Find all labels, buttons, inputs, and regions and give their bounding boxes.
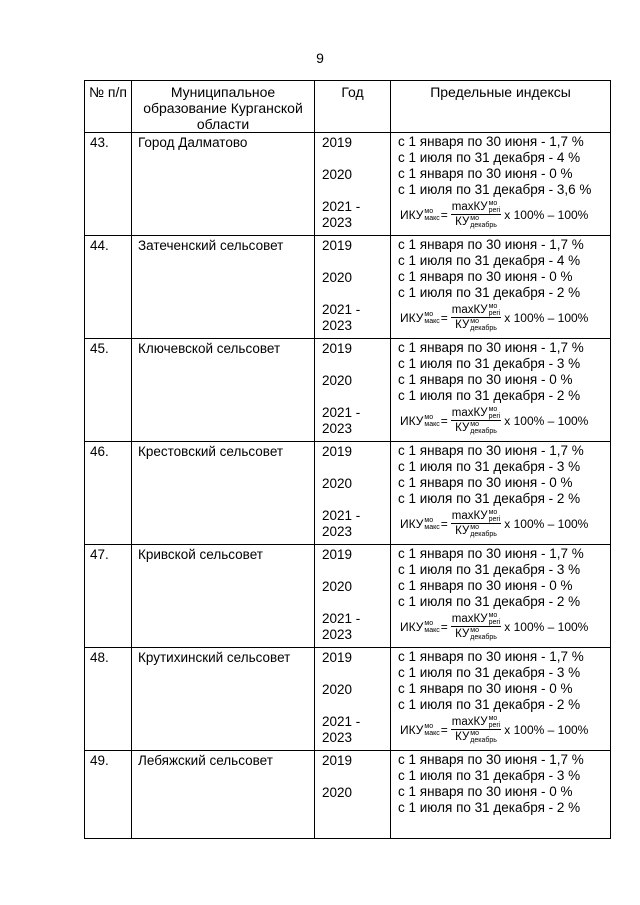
formula-den-sub: декабрь	[470, 737, 497, 744]
formula-den-sub: декабрь	[470, 222, 497, 229]
formula-lhs-sup: мо	[424, 310, 434, 318]
year-range-end: 2023	[322, 627, 353, 642]
formula-fraction	[451, 200, 502, 229]
index-line: с 1 июля по 31 декабря - 2 %	[398, 594, 581, 609]
formula-num-sup: мо	[488, 405, 498, 413]
formula-lhs-sub: макс	[424, 214, 440, 222]
formula-num-sub: peri	[488, 309, 501, 317]
index-line: с 1 июля по 31 декабря - 3 %	[398, 665, 581, 680]
year-cell	[315, 545, 391, 648]
index-line: с 1 января по 30 июня - 1,7 %	[398, 134, 584, 149]
index-formula: ИКУ мо макс = maxКУ мо peri КУ мо декабрь x 100% – 100%	[400, 405, 589, 435]
formula-lhs-sub: макс	[424, 317, 440, 325]
index-line: с 1 июля по 31 декабря - 2 %	[398, 491, 581, 506]
row-number: 46.	[85, 442, 132, 545]
year-2019: 2019	[322, 238, 353, 253]
municipality-name: Лебяжский сельсовет	[132, 751, 315, 839]
table-row	[85, 133, 611, 236]
index-line: с 1 июля по 31 декабря - 2 %	[398, 388, 581, 403]
formula-fraction	[451, 406, 502, 435]
header-num: № п/п	[85, 81, 132, 133]
formula-fraction	[451, 715, 502, 744]
row-number: 49.	[85, 751, 132, 839]
index-line: с 1 января по 30 июня - 0 %	[398, 269, 573, 284]
table-row	[85, 545, 611, 648]
index-line: с 1 января по 30 июня - 0 %	[398, 681, 573, 696]
formula-den-sup: мо	[470, 730, 479, 737]
indices-cell	[391, 648, 611, 751]
year-2020: 2020	[322, 373, 353, 388]
formula-num-sup: мо	[488, 714, 498, 722]
index-line: с 1 января по 30 июня - 0 %	[398, 784, 573, 799]
index-line: с 1 января по 30 июня - 0 %	[398, 166, 573, 181]
formula-lhs-sup: мо	[424, 619, 434, 627]
municipality-name: Крутихинский сельсовет	[132, 648, 315, 751]
year-range-end: 2023	[322, 524, 353, 539]
formula-lhs-sub: макс	[424, 523, 440, 531]
table-row	[85, 236, 611, 339]
formula-lhs: ИКУ	[400, 619, 424, 634]
index-line: с 1 июля по 31 декабря - 2 %	[398, 697, 581, 712]
header-municipality: Муниципальное образование Курганской области	[132, 81, 315, 133]
year-range-start: 2021 -	[322, 405, 361, 420]
year-range-start: 2021 -	[322, 611, 361, 626]
index-line: с 1 января по 30 июня - 0 %	[398, 475, 573, 490]
year-cell	[315, 442, 391, 545]
formula-fraction	[451, 303, 502, 332]
row-number: 44.	[85, 236, 132, 339]
formula-num: maxКУ	[451, 613, 488, 625]
formula-lhs: ИКУ	[400, 207, 424, 222]
index-line: с 1 января по 30 июня - 0 %	[398, 578, 573, 593]
index-line: с 1 января по 30 июня - 1,7 %	[398, 546, 584, 561]
year-cell	[315, 236, 391, 339]
formula-den-sup: мо	[470, 524, 479, 531]
index-line: с 1 июля по 31 декабря - 3 %	[398, 562, 581, 577]
index-line: с 1 июля по 31 декабря - 4 %	[398, 150, 581, 165]
indices-table	[84, 80, 611, 839]
formula-lhs: ИКУ	[400, 413, 424, 428]
year-range-end: 2023	[322, 215, 353, 230]
year-2020: 2020	[322, 476, 353, 491]
year-cell	[315, 133, 391, 236]
year-2020: 2020	[322, 270, 353, 285]
row-number: 43.	[85, 133, 132, 236]
formula-tail: x 100% – 100%	[504, 722, 589, 737]
formula-num-sup: мо	[488, 199, 498, 207]
table-row	[85, 339, 611, 442]
index-line: с 1 июля по 31 декабря - 3 %	[398, 459, 581, 474]
formula-lhs: ИКУ	[400, 310, 424, 325]
formula-den: КУ	[455, 628, 470, 641]
municipality-name: Крестовский сельсовет	[132, 442, 315, 545]
municipality-name: Кривской сельсовет	[132, 545, 315, 648]
year-2019: 2019	[322, 547, 353, 562]
index-formula: ИКУ мо макс = maxКУ мо peri КУ мо декабрь x 100% – 100%	[400, 611, 589, 641]
formula-fraction	[451, 509, 502, 538]
formula-lhs-sub: макс	[424, 729, 440, 737]
index-line: с 1 января по 30 июня - 1,7 %	[398, 237, 584, 252]
year-2019: 2019	[322, 650, 353, 665]
formula-num-sup: мо	[488, 508, 498, 516]
page-number: 9	[316, 50, 324, 66]
formula-lhs-sup: мо	[424, 207, 434, 215]
table-row	[85, 442, 611, 545]
header-indices: Предельные индексы	[391, 81, 611, 133]
row-number: 47.	[85, 545, 132, 648]
formula-num: maxКУ	[451, 201, 488, 213]
table-header-row	[85, 81, 611, 133]
table-row	[85, 648, 611, 751]
year-cell	[315, 339, 391, 442]
formula-den: КУ	[455, 319, 470, 332]
municipality-name: Город Далматово	[132, 133, 315, 236]
formula-num: maxКУ	[451, 304, 488, 316]
formula-num-sub: peri	[488, 206, 501, 214]
formula-den-sup: мо	[470, 215, 479, 222]
formula-tail: x 100% – 100%	[504, 516, 589, 531]
index-line: с 1 июля по 31 декабря - 3,6 %	[398, 182, 592, 197]
formula-lhs: ИКУ	[400, 516, 424, 531]
indices-cell	[391, 339, 611, 442]
formula-fraction	[451, 612, 502, 641]
index-line: с 1 июля по 31 декабря - 2 %	[398, 285, 581, 300]
formula-tail: x 100% – 100%	[504, 413, 589, 428]
formula-den-sup: мо	[470, 318, 479, 325]
index-formula: ИКУ мо макс = maxКУ мо peri КУ мо декабрь x 100% – 100%	[400, 199, 589, 229]
formula-den: КУ	[455, 216, 470, 229]
index-formula: ИКУ мо макс = maxКУ мо peri КУ мо декабрь x 100% – 100%	[400, 714, 589, 744]
formula-den-sub: декабрь	[470, 634, 497, 641]
indices-cell	[391, 751, 611, 839]
formula-lhs-sup: мо	[424, 413, 434, 421]
year-2020: 2020	[322, 785, 353, 800]
formula-den-sup: мо	[470, 421, 479, 428]
formula-tail: x 100% – 100%	[504, 619, 589, 634]
formula-num-sub: peri	[488, 618, 501, 626]
year-range-start: 2021 -	[322, 199, 361, 214]
formula-lhs-sup: мо	[424, 516, 434, 524]
table-row	[85, 751, 611, 839]
index-formula: ИКУ мо макс = maxКУ мо peri КУ мо декабрь x 100% – 100%	[400, 302, 589, 332]
index-line: с 1 января по 30 июня - 1,7 %	[398, 443, 584, 458]
formula-tail: x 100% – 100%	[504, 207, 589, 222]
index-line: с 1 июля по 31 декабря - 3 %	[398, 768, 581, 783]
indices-cell	[391, 133, 611, 236]
formula-num: maxКУ	[451, 716, 488, 728]
indices-cell	[391, 545, 611, 648]
year-2019: 2019	[322, 753, 353, 768]
index-line: с 1 июля по 31 декабря - 4 %	[398, 253, 581, 268]
year-range-end: 2023	[322, 318, 353, 333]
year-2020: 2020	[322, 167, 353, 182]
year-range-end: 2023	[322, 421, 353, 436]
formula-den: КУ	[455, 525, 470, 538]
year-2020: 2020	[322, 682, 353, 697]
formula-lhs-sup: мо	[424, 722, 434, 730]
index-line: с 1 января по 30 июня - 1,7 %	[398, 649, 584, 664]
formula-num: maxКУ	[451, 510, 488, 522]
header-year: Год	[315, 81, 391, 133]
formula-num-sup: мо	[488, 302, 498, 310]
formula-num: maxКУ	[451, 407, 488, 419]
year-cell	[315, 648, 391, 751]
formula-den-sub: декабрь	[470, 531, 497, 538]
row-number: 45.	[85, 339, 132, 442]
formula-num-sup: мо	[488, 611, 498, 619]
indices-cell	[391, 236, 611, 339]
formula-den: КУ	[455, 422, 470, 435]
index-line: с 1 января по 30 июня - 0 %	[398, 372, 573, 387]
indices-cell	[391, 442, 611, 545]
formula-num-sub: peri	[488, 412, 501, 420]
formula-den-sub: декабрь	[470, 325, 497, 332]
formula-num-sub: peri	[488, 721, 501, 729]
formula-lhs-sub: макс	[424, 626, 440, 634]
year-cell	[315, 751, 391, 839]
year-2019: 2019	[322, 135, 353, 150]
municipality-name: Ключевской сельсовет	[132, 339, 315, 442]
formula-num-sub: peri	[488, 515, 501, 523]
index-formula: ИКУ мо макс = maxКУ мо peri КУ мо декабрь x 100% – 100%	[400, 508, 589, 538]
formula-lhs: ИКУ	[400, 722, 424, 737]
formula-den: КУ	[455, 731, 470, 744]
municipality-name: Затеченский сельсовет	[132, 236, 315, 339]
year-range-start: 2021 -	[322, 714, 361, 729]
index-line: с 1 января по 30 июня - 1,7 %	[398, 340, 584, 355]
formula-den-sup: мо	[470, 627, 479, 634]
index-line: с 1 января по 30 июня - 1,7 %	[398, 752, 584, 767]
index-line: с 1 июля по 31 декабря - 2 %	[398, 800, 581, 815]
year-2019: 2019	[322, 341, 353, 356]
formula-lhs-sub: макс	[424, 420, 440, 428]
row-number: 48.	[85, 648, 132, 751]
year-2019: 2019	[322, 444, 353, 459]
year-range-start: 2021 -	[322, 302, 361, 317]
formula-tail: x 100% – 100%	[504, 310, 589, 325]
year-range-start: 2021 -	[322, 508, 361, 523]
index-line: с 1 июля по 31 декабря - 3 %	[398, 356, 581, 371]
table-body	[85, 133, 611, 839]
year-range-end: 2023	[322, 730, 353, 745]
year-2020: 2020	[322, 579, 353, 594]
formula-den-sub: декабрь	[470, 428, 497, 435]
